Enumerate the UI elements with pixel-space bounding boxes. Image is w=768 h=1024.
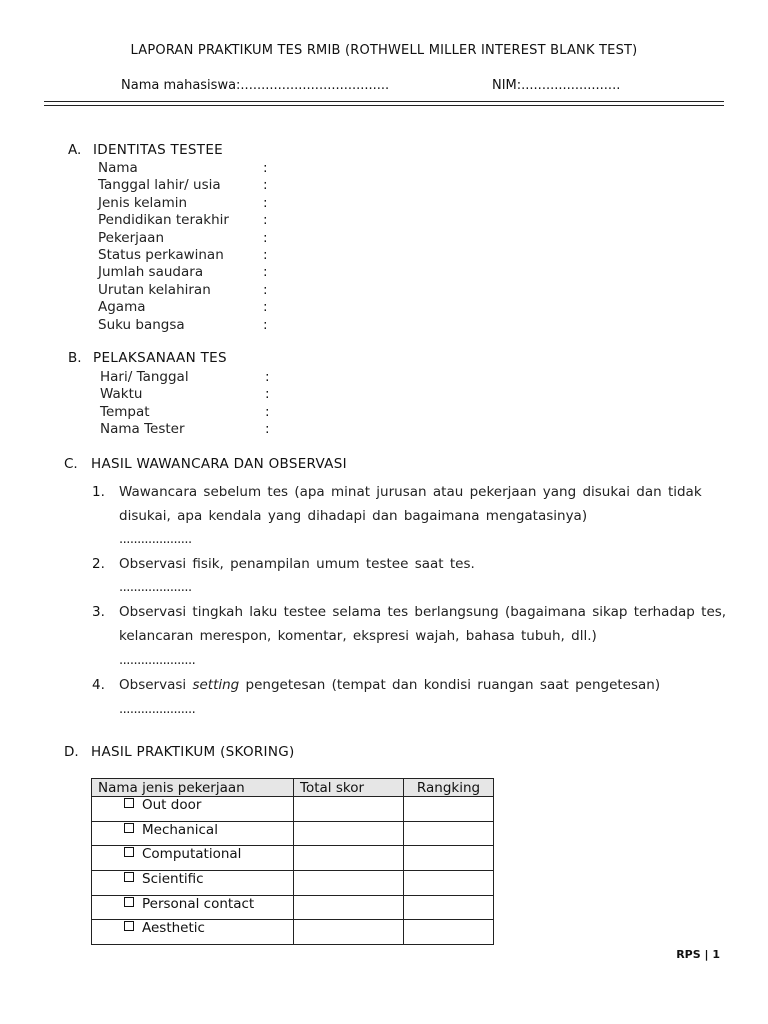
section-d-title: HASIL PRAKTIKUM (SKORING) bbox=[91, 744, 295, 760]
job-type-label: Personal contact bbox=[142, 895, 255, 912]
job-type-label: Scientific bbox=[142, 871, 204, 888]
total-score-cell bbox=[294, 920, 404, 945]
section-d-letter: D. bbox=[64, 744, 79, 760]
field-label: Agama bbox=[98, 299, 146, 316]
job-type-cell bbox=[92, 920, 294, 945]
item-3-number: 3. bbox=[92, 604, 105, 620]
field-label: Suku bangsa bbox=[98, 316, 185, 333]
student-name-line: Nama mahasiswa:.................................... bbox=[121, 78, 390, 93]
total-score-cell bbox=[294, 821, 404, 846]
field-colon: : bbox=[263, 229, 268, 246]
scoring-table-body bbox=[92, 797, 494, 945]
field-label: Nama bbox=[98, 160, 138, 176]
header-total-score: Total skor bbox=[294, 779, 404, 797]
field-colon: : bbox=[263, 177, 268, 194]
checkbox-icon[interactable] bbox=[124, 798, 134, 808]
field-colon: : bbox=[263, 299, 268, 316]
section-b-letter: B. bbox=[68, 350, 82, 366]
ranking-cell bbox=[404, 871, 494, 896]
item-3-line1: Observasi tingkah laku testee selama tes berlangsung (bagaimana sikap terhadap tes, bbox=[119, 604, 727, 620]
field-colon: : bbox=[265, 403, 270, 420]
section-b-title: PELAKSANAAN TES bbox=[93, 350, 227, 366]
table-row bbox=[92, 871, 494, 896]
table-row bbox=[92, 846, 494, 871]
field-colon: : bbox=[263, 212, 268, 229]
field-label: Tempat bbox=[100, 403, 150, 420]
field-label: Jenis kelamin bbox=[98, 194, 188, 211]
total-score-cell bbox=[294, 797, 404, 822]
header-ranking: Rangking bbox=[404, 779, 494, 797]
job-type-cell bbox=[92, 797, 294, 822]
item-4-text-pre: Observasi bbox=[119, 677, 193, 693]
field-label: Pendidikan terakhir bbox=[98, 212, 229, 229]
header-divider-top bbox=[44, 101, 724, 102]
job-type-cell bbox=[92, 871, 294, 896]
item-1-number: 1. bbox=[92, 484, 105, 500]
checkbox-icon[interactable] bbox=[124, 823, 134, 833]
item-2-line1: Observasi fisik, penampilan umum testee saat tes. bbox=[119, 556, 475, 572]
scoring-table bbox=[91, 778, 494, 945]
table-row bbox=[92, 821, 494, 846]
table-row bbox=[92, 920, 494, 945]
job-type-label: Mechanical bbox=[142, 821, 218, 838]
checkbox-icon[interactable] bbox=[124, 897, 134, 907]
section-c-title: HASIL WAWANCARA DAN OBSERVASI bbox=[91, 456, 347, 472]
job-type-label: Out door bbox=[142, 797, 202, 813]
field-colon: : bbox=[265, 369, 270, 385]
table-row bbox=[92, 895, 494, 920]
item-4-answer-dots: ..................... bbox=[119, 702, 196, 717]
field-label: Pekerjaan bbox=[98, 229, 165, 246]
field-colon: : bbox=[263, 316, 268, 333]
item-4-text-emphasis: setting bbox=[192, 677, 240, 693]
job-type-label: Aesthetic bbox=[142, 920, 205, 937]
item-4-line1 bbox=[119, 677, 660, 693]
ranking-cell bbox=[404, 797, 494, 822]
item-3-answer-dots: ..................... bbox=[119, 653, 196, 668]
section-c-letter: C. bbox=[64, 456, 78, 472]
total-score-cell bbox=[294, 895, 404, 920]
field-label: Urutan kelahiran bbox=[98, 281, 211, 298]
field-colon: : bbox=[263, 194, 268, 211]
field-colon: : bbox=[265, 420, 270, 437]
ranking-cell bbox=[404, 895, 494, 920]
item-1-answer-dots: .................... bbox=[119, 532, 192, 547]
job-type-cell bbox=[92, 821, 294, 846]
field-colon: : bbox=[265, 386, 270, 403]
total-score-cell bbox=[294, 871, 404, 896]
job-type-cell bbox=[92, 846, 294, 871]
field-label: Waktu bbox=[100, 386, 143, 403]
item-4-text-post: pengetesan (tempat dan kondisi ruangan saat pengetesan) bbox=[239, 677, 661, 693]
student-nim-line: NIM:........................ bbox=[492, 78, 621, 93]
section-a-letter: A. bbox=[68, 142, 82, 158]
page-footer: RPS | 1 bbox=[676, 948, 720, 961]
field-label: Tanggal lahir/ usia bbox=[98, 177, 221, 194]
field-label: Status perkawinan bbox=[98, 247, 224, 263]
scoring-table-header bbox=[92, 779, 494, 797]
item-2-number: 2. bbox=[92, 556, 105, 572]
field-colon: : bbox=[263, 281, 268, 298]
item-1-line2: disukai, apa kendala yang dihadapi dan bagaimana mengatasinya) bbox=[119, 508, 588, 524]
field-colon: : bbox=[263, 160, 268, 176]
job-type-label: Computational bbox=[142, 846, 242, 863]
ranking-cell bbox=[404, 846, 494, 871]
header-job-type: Nama jenis pekerjaan bbox=[92, 779, 294, 797]
total-score-cell bbox=[294, 846, 404, 871]
item-3-line2: kelancaran merespon, komentar, ekspresi wajah, bahasa tubuh, dll.) bbox=[119, 628, 597, 644]
section-a-title: IDENTITAS TESTEE bbox=[93, 142, 223, 158]
ranking-cell bbox=[404, 920, 494, 945]
checkbox-icon[interactable] bbox=[124, 921, 134, 931]
field-label: Nama Tester bbox=[100, 420, 185, 437]
ranking-cell bbox=[404, 821, 494, 846]
field-label: Hari/ Tanggal bbox=[100, 369, 189, 385]
field-colon: : bbox=[263, 247, 268, 263]
field-colon: : bbox=[263, 264, 268, 281]
item-1-line1: Wawancara sebelum tes (apa minat jurusan atau pekerjaan yang disukai dan tidak bbox=[119, 484, 702, 500]
table-row bbox=[92, 797, 494, 822]
header-divider-bottom bbox=[44, 105, 724, 106]
job-type-cell bbox=[92, 895, 294, 920]
field-label: Jumlah saudara bbox=[98, 264, 204, 281]
item-4-number: 4. bbox=[92, 677, 105, 693]
item-2-answer-dots: .................... bbox=[119, 580, 192, 595]
checkbox-icon[interactable] bbox=[124, 872, 134, 882]
document-title: LAPORAN PRAKTIKUM TES RMIB (ROTHWELL MILLER INTEREST BLANK TEST) bbox=[130, 43, 638, 58]
checkbox-icon[interactable] bbox=[124, 847, 134, 857]
